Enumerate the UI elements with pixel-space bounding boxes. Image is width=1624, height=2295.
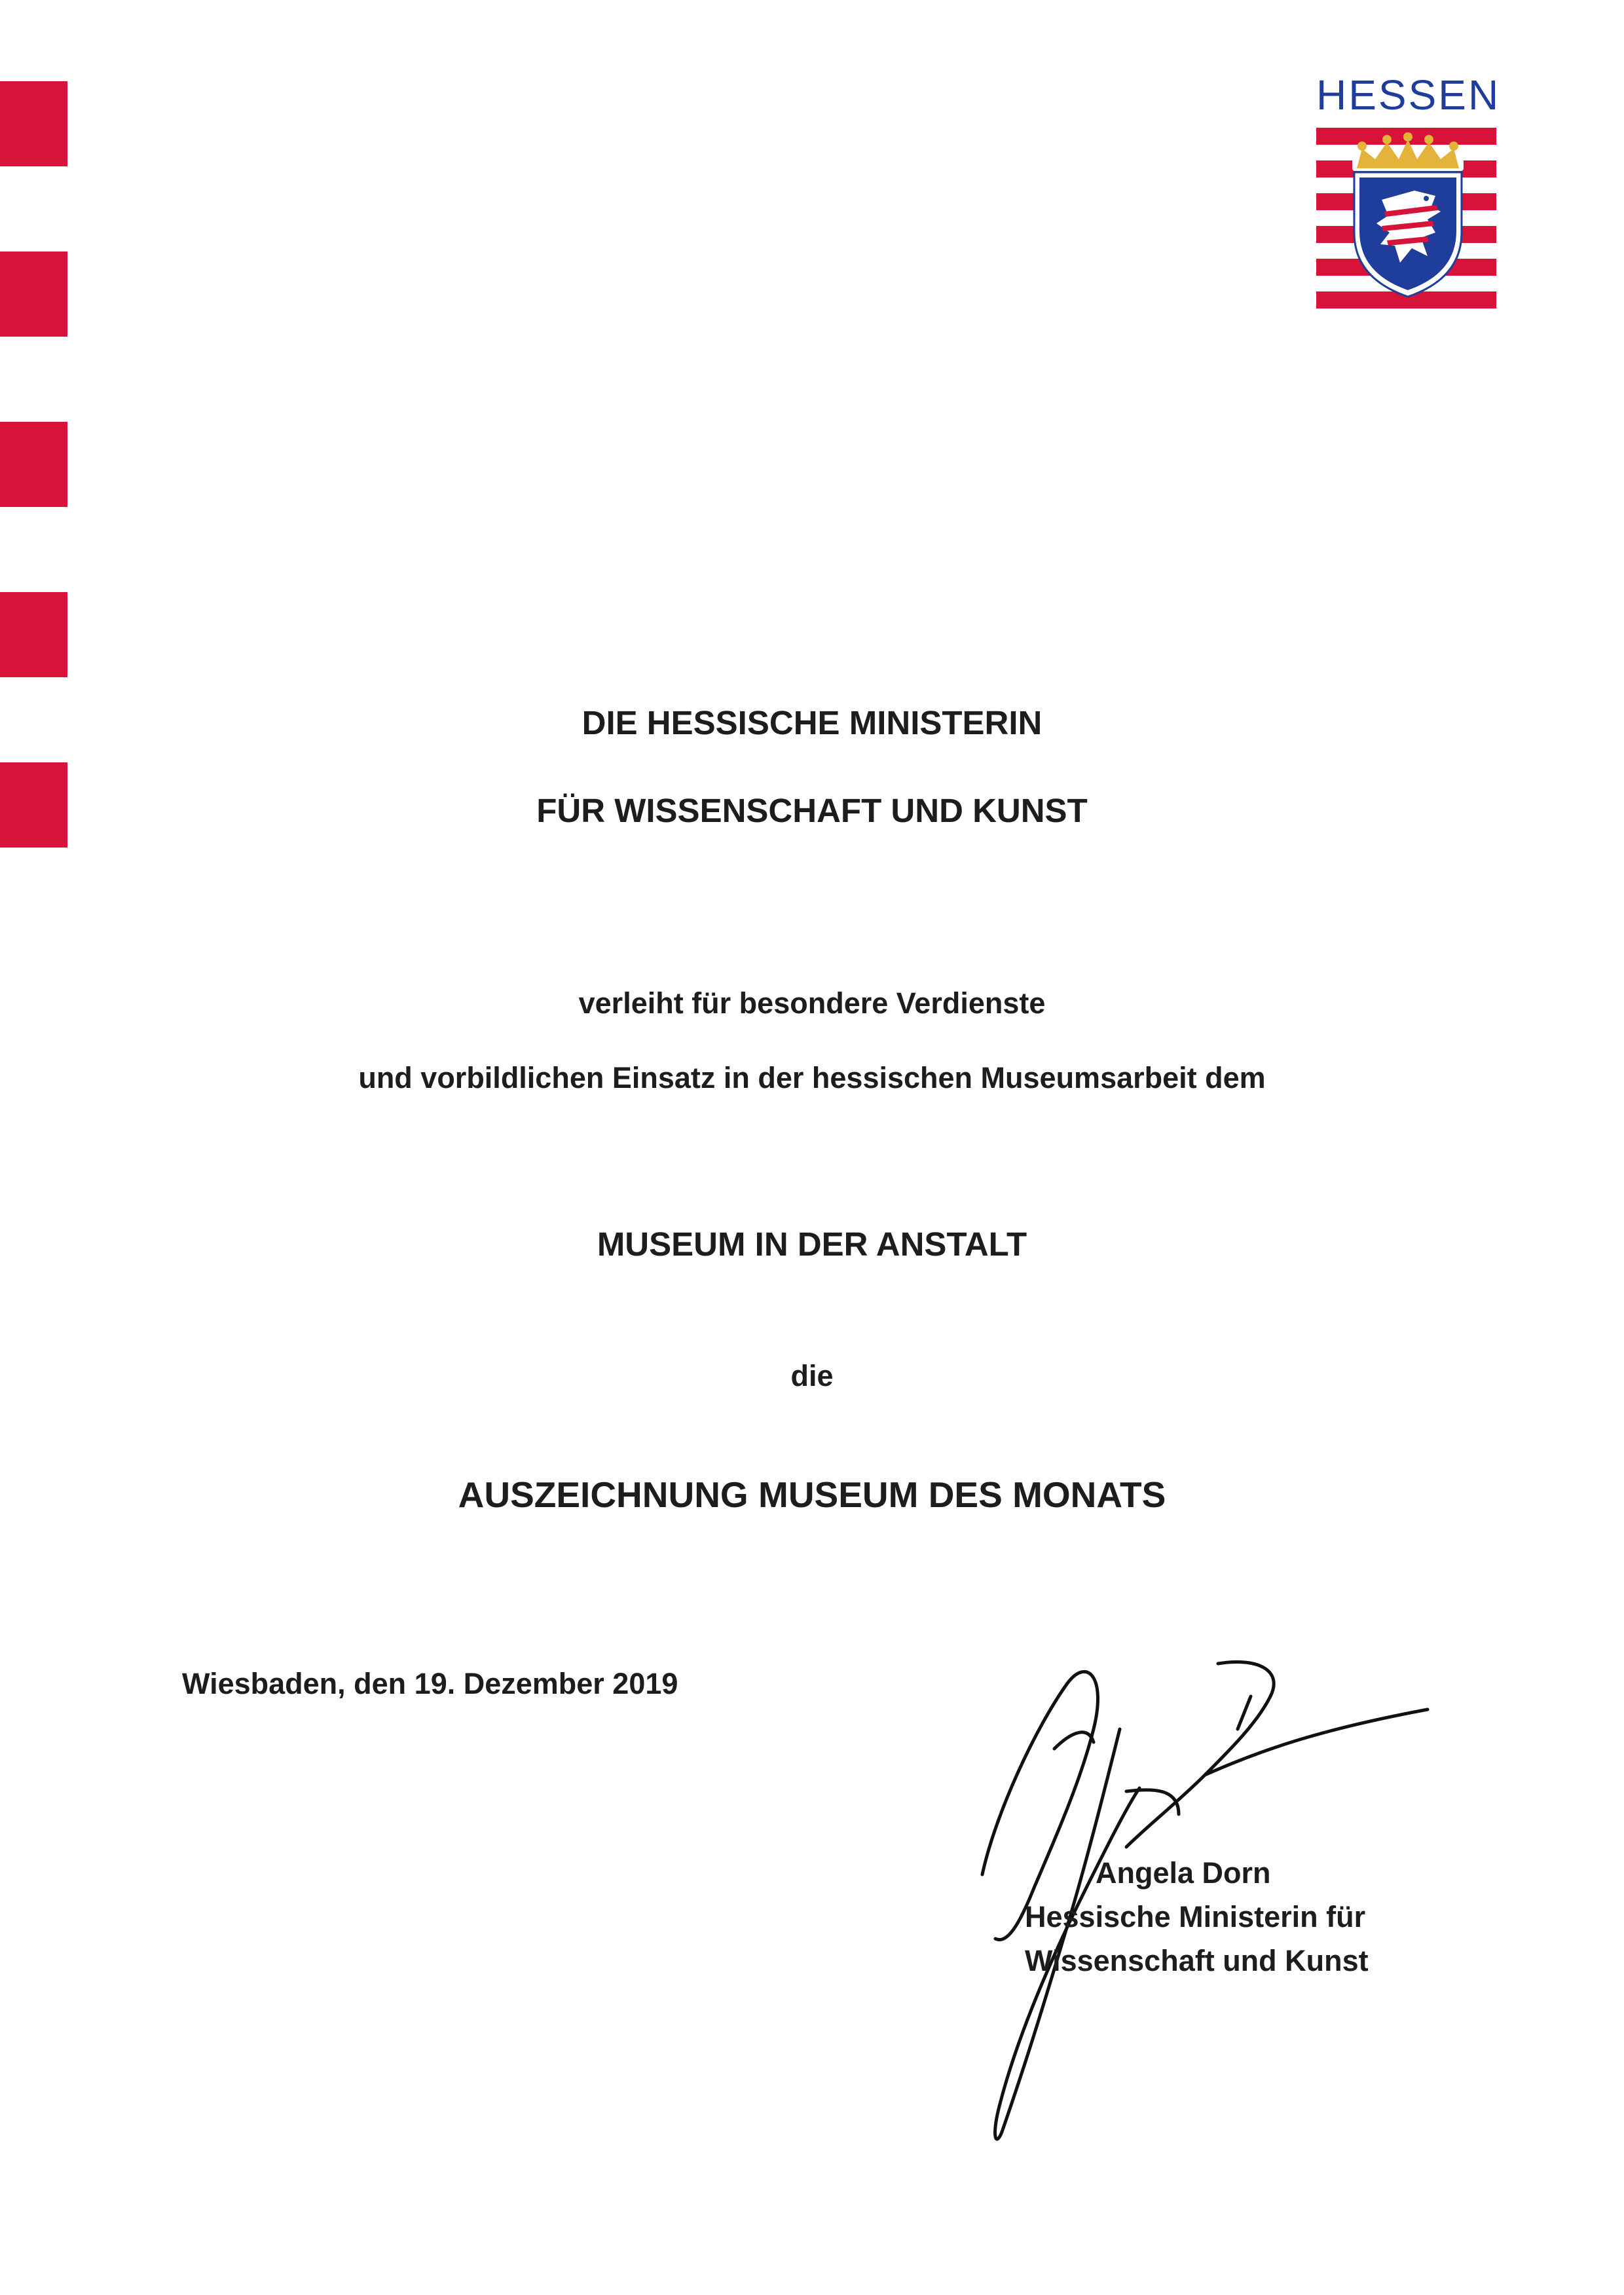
margin-bar — [0, 252, 67, 337]
reason-line-1: verleiht für besondere Verdienste — [578, 986, 1046, 1020]
award-title: AUSZEICHNUNG MUSEUM DES MONATS — [458, 1474, 1166, 1515]
article-word: die — [790, 1359, 834, 1392]
signature-block — [1025, 1851, 1369, 1983]
signatory-title-line-1: Hessische Ministerin für — [1025, 1900, 1366, 1933]
issuer-line-1: DIE HESSISCHE MINISTERIN — [581, 704, 1043, 741]
reason-line-2: und vorbildlichen Einsatz in der hessischen Museumsarbeit dem — [358, 1061, 1266, 1094]
issuer-line-2: FÜR WISSENSCHAFT UND KUNST — [536, 792, 1088, 829]
hessen-coat-of-arms-icon — [1316, 128, 1496, 311]
signatory-name: Angela Dorn — [1096, 1856, 1271, 1890]
margin-bar — [0, 592, 67, 677]
place-and-date: Wiesbaden, den 19. Dezember 2019 — [182, 1667, 678, 1700]
logo-wordmark: HESSEN — [1316, 71, 1501, 119]
margin-bar — [0, 81, 67, 166]
margin-bar — [0, 422, 67, 507]
hessen-logo — [1316, 69, 1501, 311]
signatory-title-line-2: Wissenschaft und Kunst — [1025, 1944, 1369, 1977]
recipient-name: MUSEUM IN DER ANSTALT — [597, 1225, 1027, 1263]
